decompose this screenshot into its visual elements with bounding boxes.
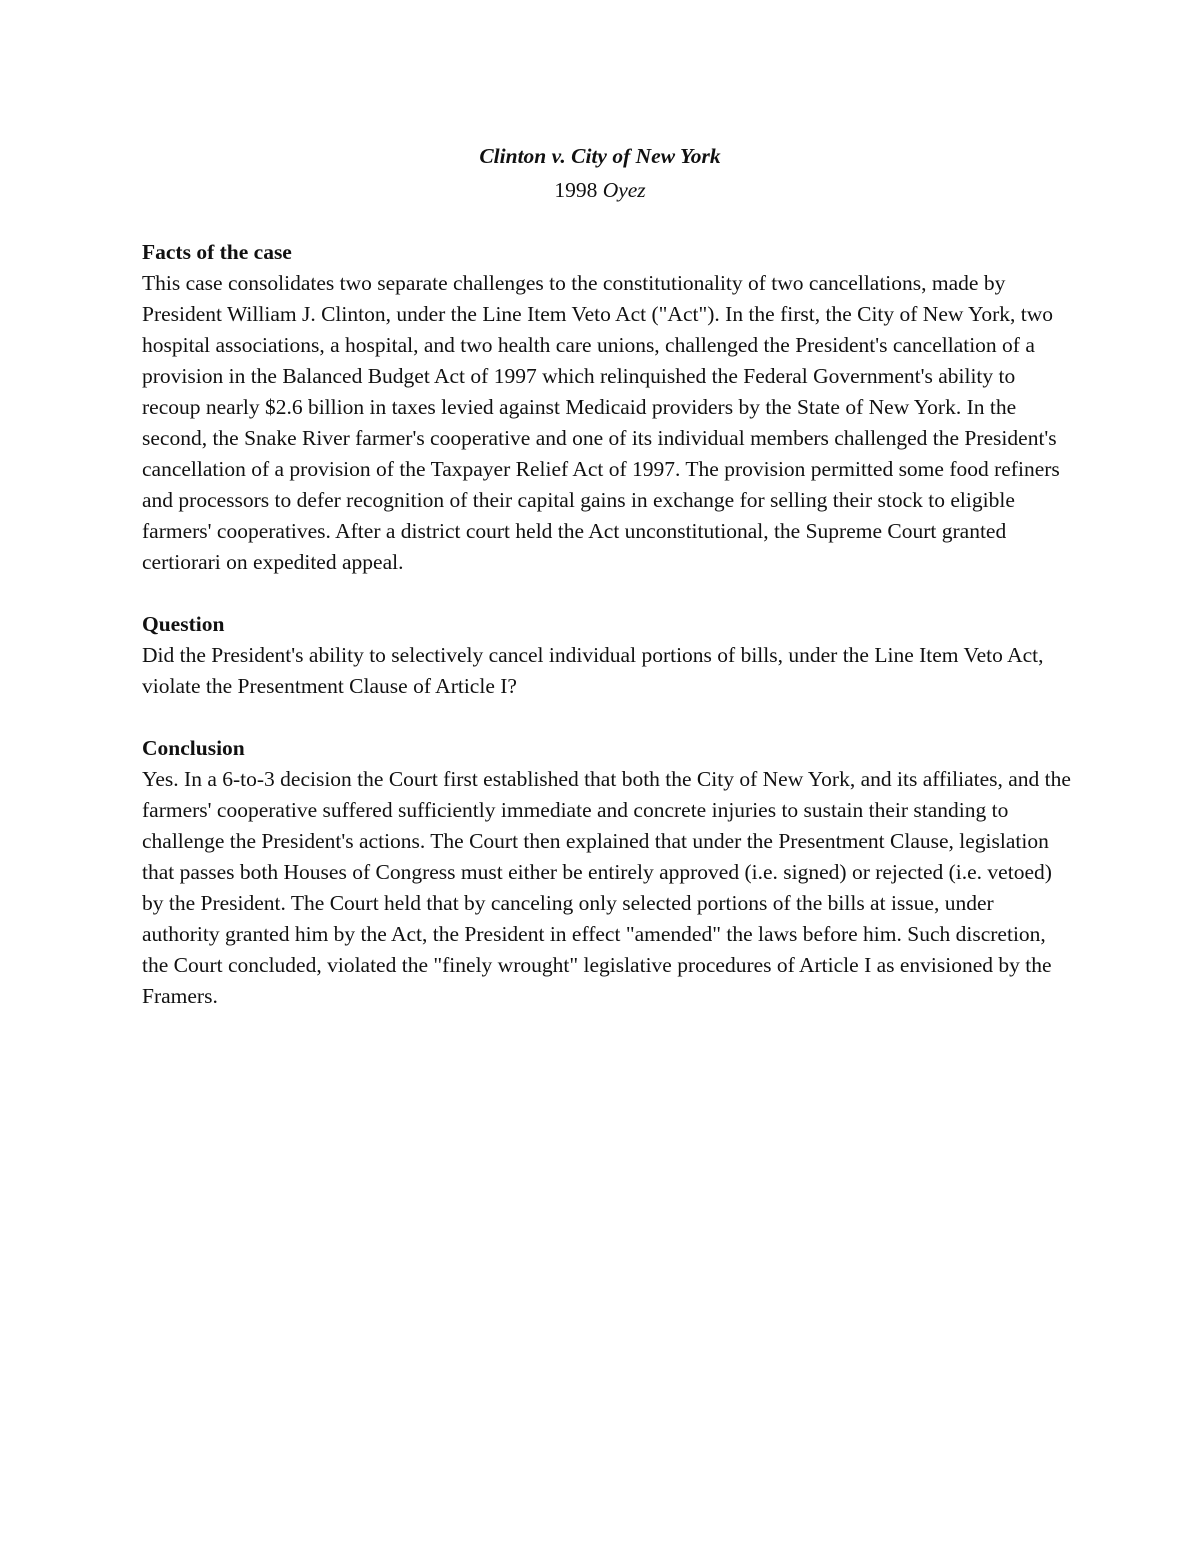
section-heading: Conclusion (142, 736, 245, 760)
document-page (142, 138, 1072, 1012)
section-heading: Facts of the case (142, 240, 292, 264)
title-block (128, 138, 1072, 206)
section-heading: Question (142, 612, 225, 636)
section-body: Did the President's ability to selectively cancel individual portions of bills, under the Line Item Veto Act, violate the Presentment Clause of Article I? (142, 643, 1044, 698)
section-facts (142, 237, 1072, 578)
case-title: Clinton v. City of New York (479, 144, 721, 168)
case-year: 1998 (554, 178, 598, 202)
section-body: This case consolidates two separate challenges to the constitutionality of two cancellations, made by President William J. Clinton, under the Line Item Veto Act ("Act"). In the first, the City of New York, two hospital associations, a hospital, and two health care unions, challenged the President's cancellation of a provision in the Balanced Budget Act of 1997 which relinquished the Federal Government's ability to recoup nearly $2.6 billion in taxes levied against Medicaid providers by the State of New York. In the second, the Snake River farmer's cooperative and one of its individual members challenged the President's cancellation of a provision of the Taxpayer Relief Act of 1997. The provision permitted some food refiners and processors to defer recognition of their capital gains in exchange for selling their stock to eligible farmers' cooperatives. After a district court held the Act unconstitutional, the Supreme Court granted certiorari on expedited appeal. (142, 271, 1060, 574)
section-question (142, 609, 1072, 702)
case-source: Oyez (602, 178, 646, 202)
section-body: Yes. In a 6-to-3 decision the Court first established that both the City of New York, and its affiliates, and the farmers' cooperative suffered sufficiently immediate and concrete injuries to sustain their standing to challenge the President's actions. The Court then explained that under the Presentment Clause, legislation that passes both Houses of Congress must either be entirely approved (i.e. signed) or rejected (i.e. vetoed) by the President. The Court held that by canceling only selected portions of the bills at issue, under authority granted him by the Act, the President in effect "amended" the laws before him. Such discretion, the Court concluded, violated the "finely wrought" legislative procedures of Article I as envisioned by the Framers. (142, 767, 1071, 1008)
section-conclusion (142, 733, 1072, 1012)
case-subtitle (128, 175, 1072, 206)
